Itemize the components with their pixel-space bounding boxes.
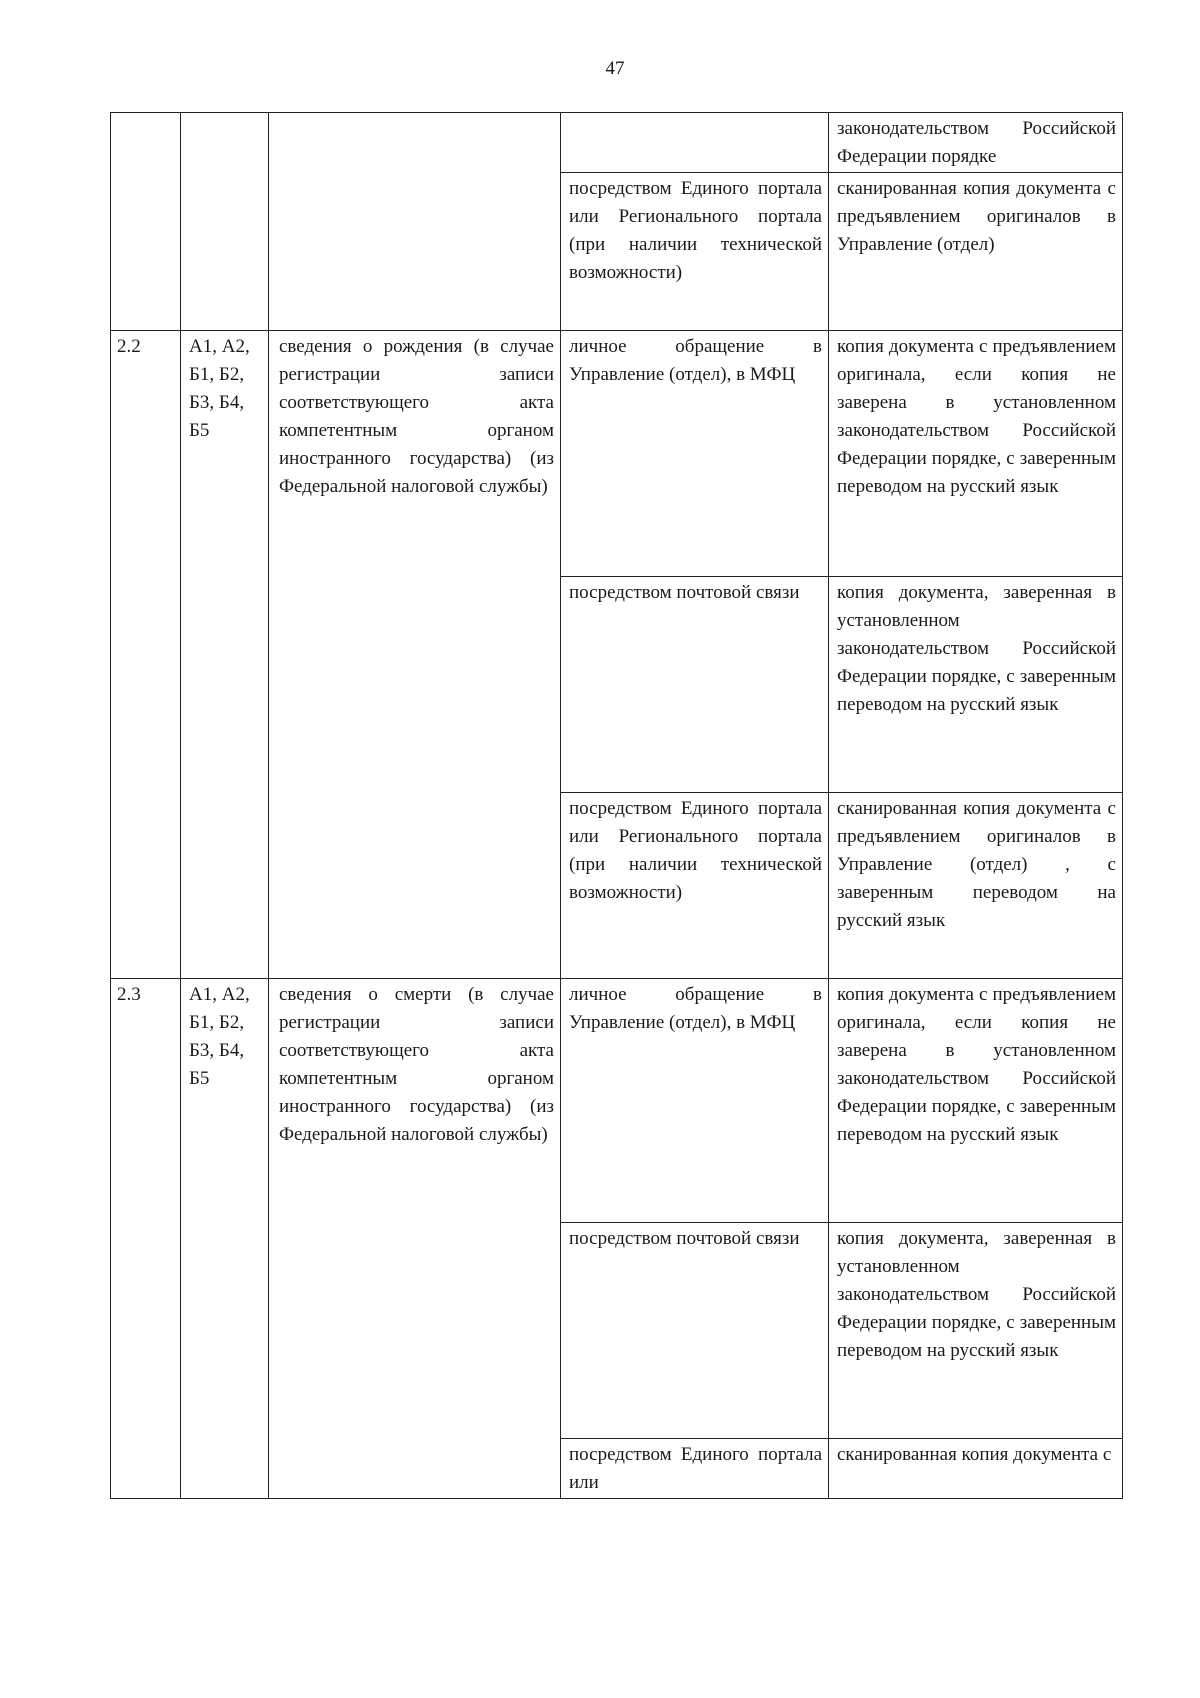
entry-categories: А1, А2, Б1, Б2, Б3, Б4, Б5 [181,979,269,1499]
method-cell [561,113,829,173]
table-row [111,113,1123,173]
method-cell: личное обращение в Управление (отдел), в МФЦ [561,331,829,577]
number-cell [111,113,181,331]
entry-number: 2.2 [111,331,181,979]
info-cell [269,113,561,331]
page-number: 47 [605,58,625,79]
document-cell: копия документа с предъявлением оригинала, если копия не заверена в установленном законодательством Российской Федерации порядке, с заверенным переводом на русский язык [829,331,1123,577]
method-cell: посредством Единого портала или Регионального портала (при наличии технической возможности) [561,793,829,979]
entry-info: сведения о смерти (в случае регистрации записи соответствующего акта компетентным органом иностранного государства) (из Федеральной налоговой службы) [269,979,561,1499]
documents-table [110,112,1123,1499]
document-cell: копия документа с предъявлением оригинала, если копия не заверена в установленном законодательством Российской Федерации порядке, с заверенным переводом на русский язык [829,979,1123,1223]
categories-cell [181,113,269,331]
method-cell: посредством почтовой связи [561,577,829,793]
table-row [111,979,1123,1223]
method-cell: личное обращение в Управление (отдел), в МФЦ [561,979,829,1223]
method-cell: посредством Единого портала или Регионального портала (при наличии технической возможности) [561,173,829,331]
method-cell: посредством Единого портала или [561,1439,829,1499]
document-cell: сканированная копия документа с [829,1439,1123,1499]
table-row [111,331,1123,577]
entry-categories: А1, А2, Б1, Б2, Б3, Б4, Б5 [181,331,269,979]
document-cell: копия документа, заверенная в установленном законодательством Российской Федерации порядке, с заверенным переводом на русский язык [829,1223,1123,1439]
method-cell: посредством почтовой связи [561,1223,829,1439]
entry-number: 2.3 [111,979,181,1499]
document-cell: сканированная копия документа с предъявлением оригиналов в Управление (отдел) , с заверенным переводом на русский язык [829,793,1123,979]
document-cell: копия документа, заверенная в установленном законодательством Российской Федерации порядке, с заверенным переводом на русский язык [829,577,1123,793]
document-cell: сканированная копия документа с предъявлением оригиналов в Управление (отдел) [829,173,1123,331]
entry-info: сведения о рождения (в случае регистрации записи соответствующего акта компетентным органом иностранного государства) (из Федеральной налоговой службы) [269,331,561,979]
document-cell: законодательством Российской Федерации порядке [829,113,1123,173]
